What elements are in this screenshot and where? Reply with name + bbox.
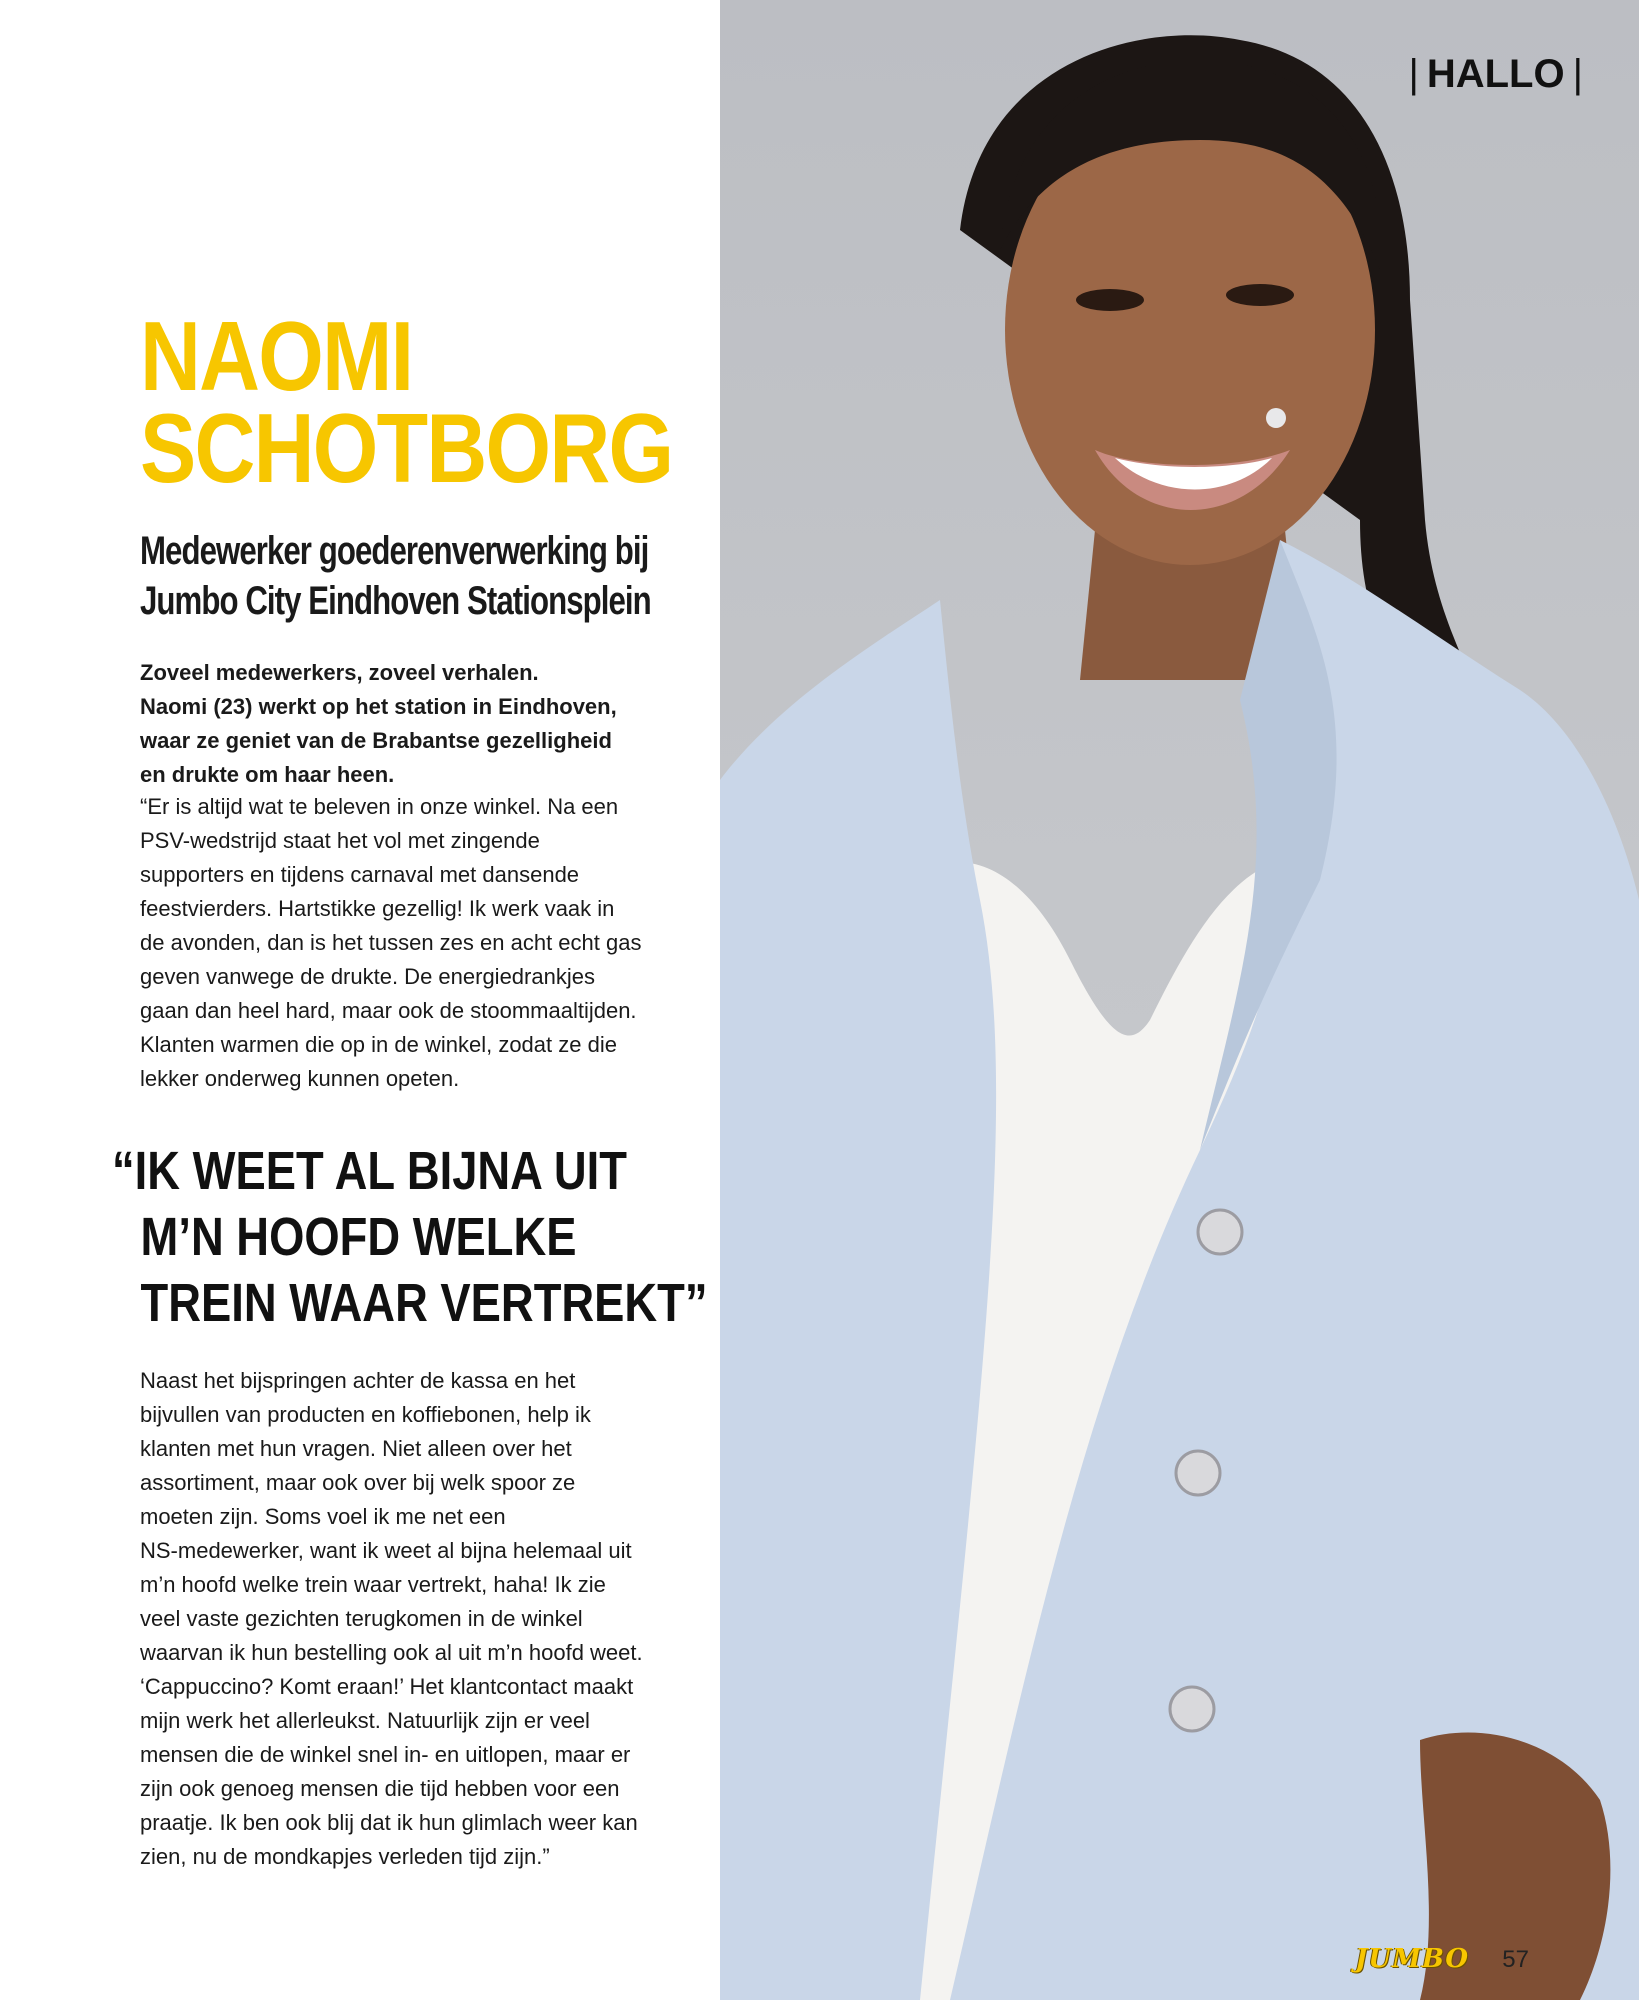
body-line: mensen die de winkel snel in- en uitlopen, maar er	[140, 1742, 631, 1767]
body-line: Naast het bijspringen achter de kassa en het	[140, 1368, 576, 1393]
portrait-illustration	[720, 0, 1639, 2000]
body-line: “Er is altijd wat te beleven in onze winkel. Na een	[140, 794, 619, 819]
left-eye-shape	[1076, 289, 1144, 311]
body-line: m’n hoofd welke trein waar vertrekt, haha! Ik zie	[140, 1572, 606, 1597]
body-paragraph-1	[140, 790, 700, 1096]
body-line: geven vanwege de drukte. De energiedrankjes	[140, 964, 595, 989]
quote-line: TREIN WAAR VERTREKT”	[140, 1273, 708, 1333]
lead-line: waar ze geniet van de Brabantse gezelligheid	[140, 728, 612, 753]
body-line: PSV-wedstrijd staat het vol met zingende	[140, 828, 540, 853]
section-tag-bar-right: |	[1572, 52, 1583, 96]
body-line: praatje. Ik ben ook blij dat ik hun glimlach weer kan	[140, 1810, 638, 1835]
body-line: mijn werk het allerleukst. Natuurlijk zijn er veel	[140, 1708, 590, 1733]
body-line: moeten zijn. Soms voel ik me net een	[140, 1504, 506, 1529]
body-line: lekker onderweg kunnen opeten.	[140, 1066, 460, 1091]
jacket-button-3	[1170, 1687, 1214, 1731]
body-line: NS-medewerker, want ik weet al bijna helemaal uit	[140, 1538, 632, 1563]
name-line: NAOMI	[140, 301, 413, 411]
name-line: SCHOTBORG	[140, 393, 673, 503]
body-line: zien, nu de mondkapjes verleden tijd zijn.”	[140, 1844, 550, 1869]
body-line: veel vaste gezichten terugkomen in de winkel	[140, 1606, 583, 1631]
subtitle-line: Jumbo City Eindhoven Stationsplein	[140, 579, 651, 623]
body-line: klanten met hun vragen. Niet alleen over het	[140, 1436, 572, 1461]
lead-line: Zoveel medewerkers, zoveel verhalen.	[140, 660, 539, 685]
jacket-button-2	[1176, 1451, 1220, 1495]
lead-line: en drukte om haar heen.	[140, 762, 395, 787]
body-line: zijn ook genoeg mensen die tijd hebben voor een	[140, 1776, 620, 1801]
jacket-button-1	[1198, 1210, 1242, 1254]
lead-paragraph	[140, 656, 700, 792]
quote-line: “IK WEET AL BIJNA UIT	[112, 1141, 627, 1201]
jumbo-logo: JUMBO	[1355, 1944, 1469, 1974]
lead-line: Naomi (23) werkt op het station in Eindhoven,	[140, 694, 617, 719]
body-line: gaan dan heel hard, maar ook de stoommaaltijden.	[140, 998, 637, 1023]
body-line: bijvullen van producten en koffiebonen, help ik	[140, 1402, 591, 1427]
body-line: ‘Cappuccino? Komt eraan!’ Het klantcontact maakt	[140, 1674, 634, 1699]
body-line: assortiment, maar ook over bij welk spoor ze	[140, 1470, 576, 1495]
article-name-heading	[140, 301, 673, 503]
body-line: feestvierders. Hartstikke gezellig! Ik werk vaak in	[140, 896, 615, 921]
pull-quote	[112, 1138, 708, 1336]
portrait-photo	[720, 0, 1639, 2000]
body-paragraph-2	[140, 1364, 700, 1874]
body-line: de avonden, dan is het tussen zes en acht echt gas	[140, 930, 642, 955]
body-line: Klanten warmen die op in de winkel, zodat ze die	[140, 1032, 617, 1057]
article-subtitle	[140, 526, 670, 626]
page-number: 57	[1502, 1946, 1529, 1973]
subtitle-line: Medewerker goederenverwerking bij	[140, 529, 649, 573]
body-line: waarvan ik hun bestelling ook al uit m’n hoofd weet.	[140, 1640, 643, 1665]
section-tag-bar-left: |	[1408, 52, 1419, 96]
right-eye-shape	[1226, 284, 1294, 306]
body-line: supporters en tijdens carnaval met dansende	[140, 862, 580, 887]
quote-line: M’N HOOFD WELKE	[140, 1207, 577, 1267]
earring-shape	[1266, 408, 1286, 428]
section-tag	[1400, 52, 1591, 97]
section-tag-label: HALLO	[1426, 52, 1565, 96]
